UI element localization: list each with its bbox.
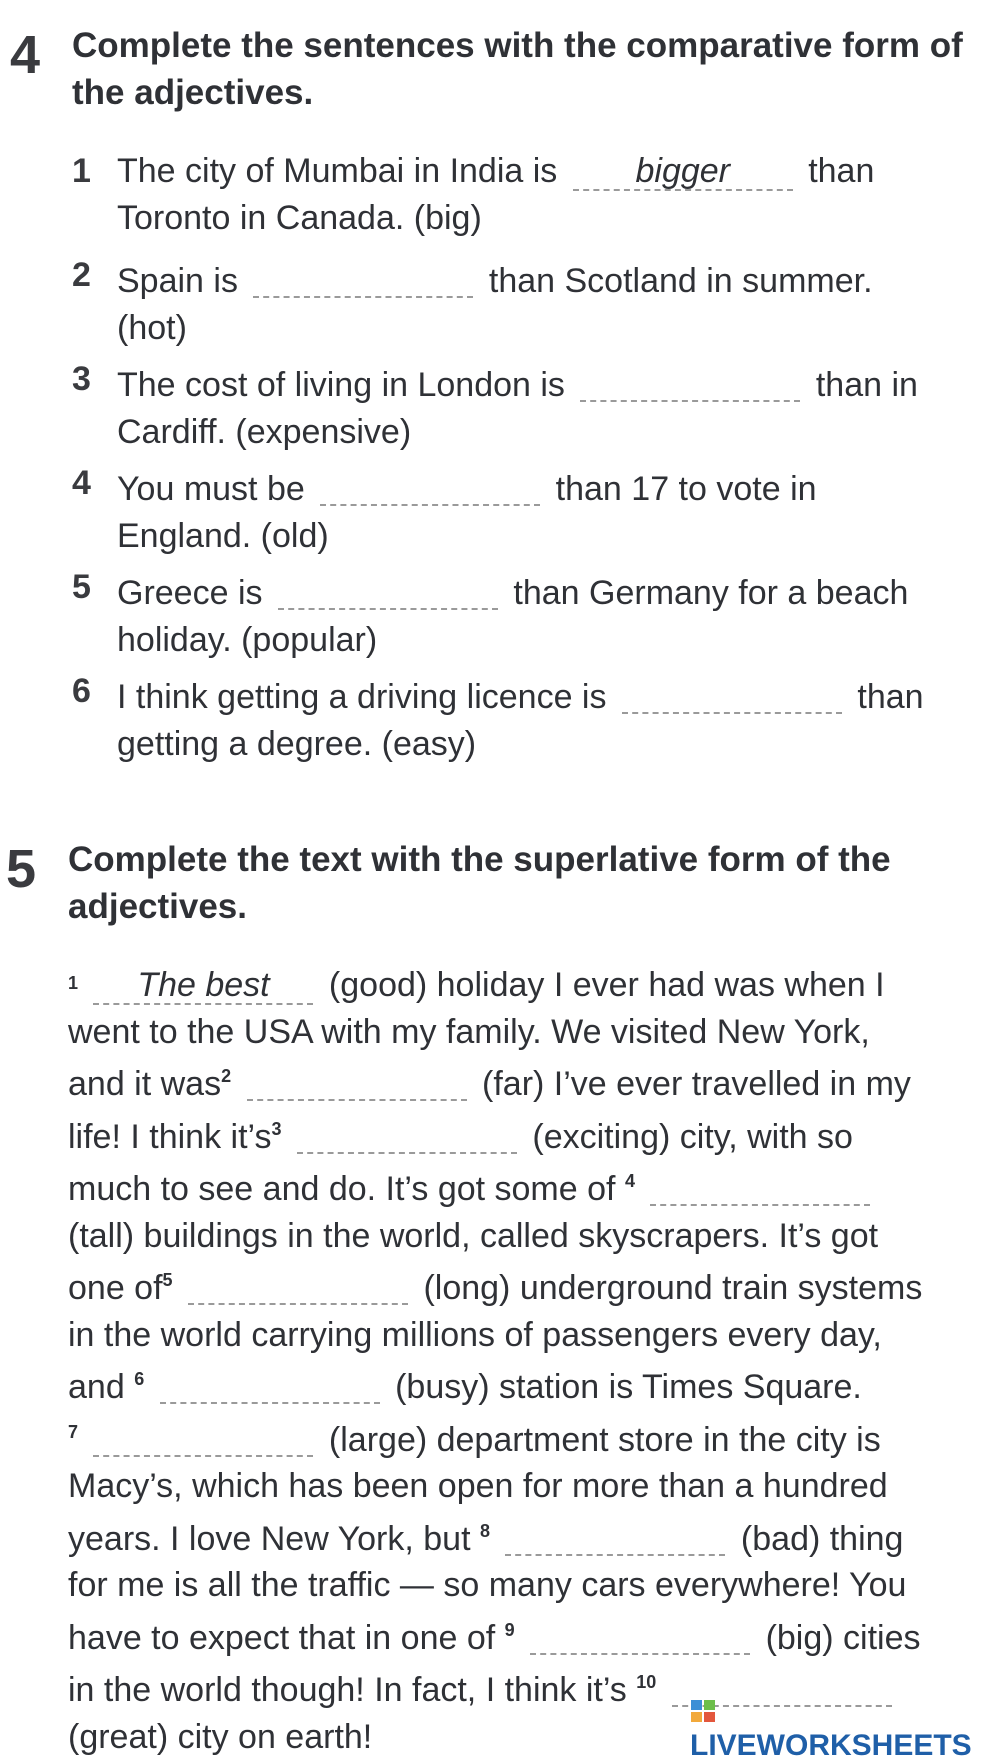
item-text: than in — [815, 366, 918, 404]
item-number: 3 — [72, 360, 91, 398]
para-text: (good) holiday I ever had was when I — [328, 966, 885, 1004]
liveworksheets-logo — [690, 1695, 1000, 1763]
para-line-14 — [68, 1609, 978, 1662]
item-text: than Germany for a beach — [513, 574, 909, 612]
para-text: have to expect that in one of — [68, 1618, 496, 1657]
gap-blank-2[interactable] — [247, 1061, 467, 1101]
answer-blank-3[interactable] — [580, 362, 800, 402]
para-line-8: in the world carrying millions of passengers every day, — [68, 1315, 882, 1354]
para-line-12 — [68, 1510, 978, 1563]
item-text: Toronto in Canada. (big) — [117, 199, 482, 237]
gap-number: 5 — [162, 1270, 173, 1290]
answer-blank-6[interactable] — [622, 674, 842, 714]
item-text: than 17 to vote in — [555, 470, 817, 508]
exercise-5-number: 5 — [6, 839, 37, 899]
item-text: You must be — [117, 470, 305, 508]
item-text: getting a degree. (easy) — [117, 725, 477, 763]
para-line-7 — [68, 1259, 978, 1312]
gap-number: 7 — [68, 1421, 79, 1442]
gap-number: 8 — [480, 1520, 491, 1541]
gap-number: 3 — [271, 1118, 282, 1139]
item-text: Greece is — [117, 574, 263, 612]
gap-blank-4[interactable] — [650, 1166, 870, 1206]
para-text: (exciting) city, with so — [532, 1117, 853, 1156]
para-line-4 — [68, 1108, 978, 1161]
para-text: much to see and do. It’s got some of — [68, 1170, 616, 1208]
item-text: than Scotland in summer. — [488, 262, 873, 300]
gap-blank-9[interactable] — [530, 1615, 750, 1655]
item-text: Spain is — [117, 262, 238, 300]
gap-number: 6 — [134, 1369, 145, 1389]
answer-blank-2[interactable] — [253, 258, 473, 298]
item-number: 2 — [72, 256, 91, 294]
answer-blank-4[interactable] — [320, 466, 540, 506]
para-text: in the world though! In fact, I think it’s — [68, 1671, 627, 1709]
para-text: and — [68, 1368, 125, 1406]
item-text: than — [808, 152, 875, 190]
para-text: years. I love New York, but — [68, 1519, 471, 1558]
para-text: (big) cities — [765, 1618, 921, 1657]
para-line-5 — [68, 1160, 978, 1213]
gap-number: 10 — [636, 1672, 657, 1692]
item-text: than — [857, 678, 924, 716]
item-text: The city of Mumbai in India is — [117, 152, 558, 190]
item-number: 1 — [72, 152, 91, 190]
para-text: (bad) thing — [740, 1519, 904, 1558]
para-line-16: (great) city on earth! — [68, 1717, 373, 1756]
para-text: life! I think it’s — [68, 1117, 272, 1156]
para-text: one of — [68, 1269, 163, 1307]
item-text: holiday. (popular) — [117, 621, 378, 659]
para-line-6: (tall) buildings in the world, called skyscrapers. It’s got — [68, 1216, 879, 1255]
exercise-4-title: Complete the sentences with the comparative form of the adjectives. — [72, 26, 963, 112]
para-text: (long) underground train systems — [423, 1269, 923, 1307]
exercise-4-number: 4 — [10, 25, 41, 85]
item-text: England. (old) — [117, 517, 329, 555]
ex5-paragraph — [68, 962, 978, 1760]
item-text: Cardiff. (expensive) — [117, 413, 412, 451]
para-line-11: Macy’s, which has been open for more than a hundred — [68, 1467, 888, 1505]
item-text: (hot) — [117, 309, 187, 347]
answer-example: The best — [93, 967, 313, 1005]
para-line-9 — [68, 1358, 978, 1411]
answer-example: bigger — [573, 153, 793, 191]
gap-blank-7[interactable] — [93, 1417, 313, 1457]
para-text: (far) I’ve ever travelled in my — [482, 1065, 911, 1103]
item-text: The cost of living in London is — [117, 366, 565, 404]
answer-blank-5[interactable] — [278, 570, 498, 610]
para-line-1 — [68, 962, 978, 1009]
gap-number: 9 — [504, 1619, 515, 1640]
para-text: and it was — [68, 1065, 222, 1103]
para-line-3 — [68, 1055, 978, 1108]
para-line-10 — [68, 1411, 978, 1464]
gap-blank-8[interactable] — [505, 1516, 725, 1556]
item-number: 5 — [72, 568, 91, 606]
gap-number: 4 — [624, 1171, 635, 1191]
exercise-5-title: Complete the text with the superlative form of the adjectives. — [68, 840, 891, 926]
para-text: (large) department store in the city is — [328, 1420, 881, 1459]
gap-number: 1 — [68, 973, 79, 993]
para-line-13: for me is all the traffic — so many cars everywhere! You — [68, 1566, 907, 1604]
gap-number: 2 — [221, 1066, 232, 1086]
logo-text: LIVEWORKSHEETS — [690, 1729, 972, 1762]
gap-blank-6[interactable] — [160, 1364, 380, 1404]
para-text: (busy) station is Times Square. — [395, 1368, 862, 1406]
gap-blank-3[interactable] — [297, 1114, 517, 1154]
para-line-2: went to the USA with my family. We visited New York, — [68, 1012, 870, 1051]
item-number: 4 — [72, 464, 91, 502]
item-number: 6 — [72, 672, 91, 710]
liveworksheets-logo-icon — [690, 1699, 716, 1723]
item-text: I think getting a driving licence is — [117, 678, 607, 716]
gap-blank-5[interactable] — [188, 1265, 408, 1305]
